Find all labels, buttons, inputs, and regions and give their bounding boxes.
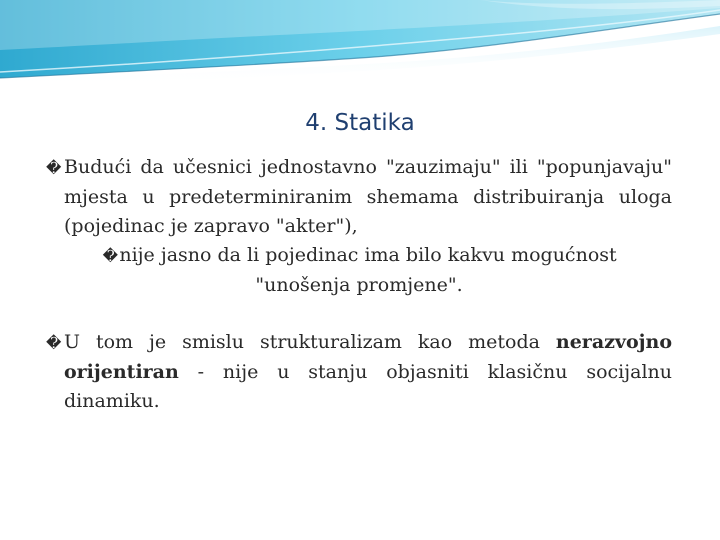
spacer <box>46 300 672 328</box>
paragraph-3-emphasis: nerazvojno orijentiran <box>64 331 672 383</box>
paragraph-3-text-end: - nije u stanju objasniti klasičnu socijalnu dinamiku. <box>64 361 672 412</box>
slide-content <box>46 153 672 416</box>
header-wave-decoration <box>0 0 720 90</box>
paragraph-3 <box>46 328 672 416</box>
slide-title: 4. Statika <box>305 110 415 136</box>
paragraph-1 <box>46 153 672 241</box>
bullet-icon: � <box>46 159 62 177</box>
bullet-icon: � <box>46 334 62 352</box>
paragraph-2-text: nije jasno da li pojedinac ima bilo kakvu mogućnost "unošenja promjene". <box>119 244 617 296</box>
paragraph-1-text: Budući da učesnici jednostavno "zauzimaju" ili "popunjavaju" mjesta u predeterminiranim shemama distribuiranja uloga (pojedinac je zapravo "akter"), <box>64 156 672 237</box>
paragraph-3-text-start: U tom je smislu strukturalizam kao metoda <box>64 331 556 353</box>
paragraph-2 <box>46 241 672 300</box>
bullet-icon: � <box>102 247 119 265</box>
